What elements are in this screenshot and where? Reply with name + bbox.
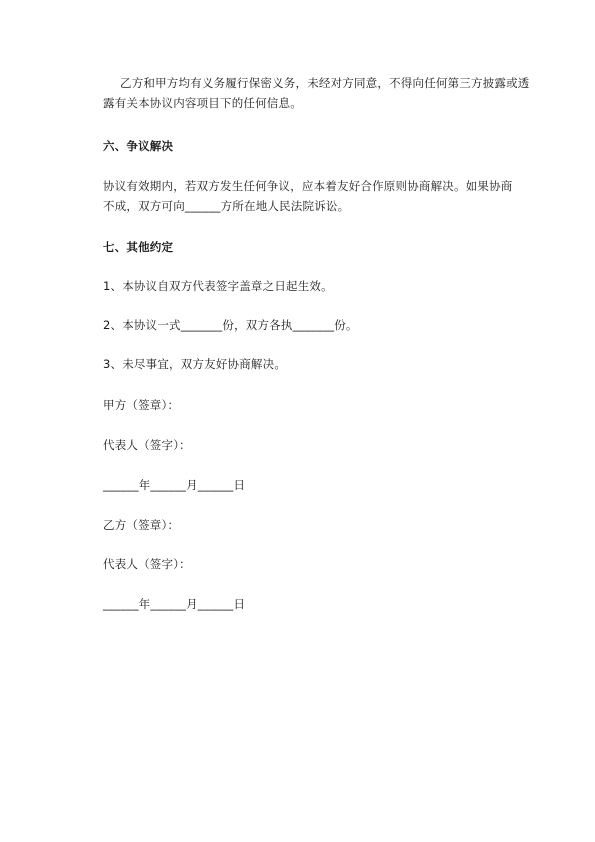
party-b-date-line: ______年______月______日 <box>103 597 246 611</box>
party-a-date-line: ______年______月______日 <box>103 478 246 492</box>
dispute-text-line-1: 协议有效期内，若双方发生任何争议，应本着友好合作原则协商解决。如果协商 <box>103 179 513 193</box>
confidentiality-text-line-1: 乙方和甲方均有义务履行保密义务，未经对方同意，不得向任何第三方披露或透 <box>120 76 530 90</box>
dispute-text-line-2: 不成，双方可向______方所在地人民法院诉讼。 <box>103 199 350 213</box>
section-7-heading: 七、其他约定 <box>103 240 174 254</box>
party-b-representative-label: 代表人（签字）： <box>103 557 191 571</box>
party-a-seal-label: 甲方（签章）： <box>103 398 180 412</box>
confidentiality-text-line-2: 露有关本协议内容项目下的任何信息。 <box>103 96 302 110</box>
party-b-seal-label: 乙方（签章）： <box>103 518 180 532</box>
other-terms-item-3: 3、未尽事宜，双方友好协商解决。 <box>103 357 287 371</box>
other-terms-item-1: 1、本协议自双方代表签字盖章之日起生效。 <box>103 279 333 293</box>
party-a-representative-label: 代表人（签字）： <box>103 438 191 452</box>
other-terms-item-2: 2、本协议一式_______份，双方各执_______份。 <box>103 318 358 332</box>
section-6-heading: 六、争议解决 <box>103 139 174 153</box>
